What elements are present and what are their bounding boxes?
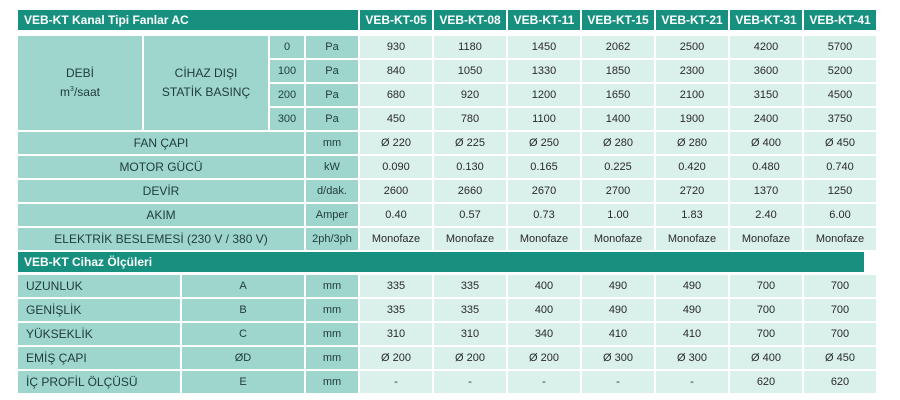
airflow-value: 1900 — [656, 108, 728, 130]
spec-value: 2.40 — [730, 204, 802, 226]
dimension-value: 335 — [360, 275, 432, 297]
model-header: VEB-KT-15 — [582, 10, 654, 30]
spec-value: 2600 — [360, 180, 432, 202]
spec-value: 0.740 — [804, 156, 876, 178]
spec-value: 2720 — [656, 180, 728, 202]
pressure-value: 0 — [270, 36, 304, 58]
dimension-value: 310 — [360, 323, 432, 345]
model-header: VEB-KT-08 — [434, 10, 506, 30]
spec-value: 0.73 — [508, 204, 580, 226]
dimension-value: 335 — [434, 299, 506, 321]
dimension-code: A — [182, 275, 304, 297]
airflow-value: 2500 — [656, 36, 728, 58]
pressure-value: 100 — [270, 60, 304, 82]
dimension-value: 490 — [582, 299, 654, 321]
dimension-value: 620 — [804, 371, 876, 393]
static-pressure-label-line1: CİHAZ DIŞI — [174, 66, 238, 80]
dimension-label: GENİŞLİK — [18, 299, 180, 321]
pressure-unit: Pa — [306, 36, 358, 58]
spec-value: 0.57 — [434, 204, 506, 226]
dimension-value: - — [656, 371, 728, 393]
spec-value: Ø 220 — [360, 132, 432, 154]
dimension-value: 310 — [434, 323, 506, 345]
dimension-value: Ø 200 — [434, 347, 506, 369]
spec-label: MOTOR GÜCÜ — [18, 156, 304, 178]
dimension-value: - — [582, 371, 654, 393]
airflow-value: 840 — [360, 60, 432, 82]
fans-table-title: VEB-KT Kanal Tipi Fanlar AC — [18, 10, 358, 30]
dimension-code: ØD — [182, 347, 304, 369]
dimension-label: EMİŞ ÇAPI — [18, 347, 180, 369]
airflow-value: 3150 — [730, 84, 802, 106]
airflow-value: 450 — [360, 108, 432, 130]
spec-value: Ø 400 — [730, 132, 802, 154]
spec-value: Monofaze — [730, 228, 802, 250]
dimension-value: Ø 300 — [656, 347, 728, 369]
dimension-value: 700 — [804, 323, 876, 345]
airflow-value: 4500 — [804, 84, 876, 106]
spec-unit: d/dak. — [306, 180, 358, 202]
pressure-value: 200 — [270, 84, 304, 106]
spec-value: 6.00 — [804, 204, 876, 226]
airflow-value: 1450 — [508, 36, 580, 58]
dimension-value: 400 — [508, 299, 580, 321]
airflow-value: 5700 — [804, 36, 876, 58]
airflow-value: 2100 — [656, 84, 728, 106]
spec-value: Monofaze — [804, 228, 876, 250]
dimension-value: 335 — [434, 275, 506, 297]
airflow-value: 4200 — [730, 36, 802, 58]
spec-value: Ø 225 — [434, 132, 506, 154]
dimension-value: Ø 400 — [730, 347, 802, 369]
airflow-value: 1650 — [582, 84, 654, 106]
pressure-value: 300 — [270, 108, 304, 130]
airflow-label: DEBİ — [65, 66, 94, 80]
airflow-value: 1100 — [508, 108, 580, 130]
dimension-value: 490 — [656, 299, 728, 321]
airflow-value: 3600 — [730, 60, 802, 82]
airflow-value: 1850 — [582, 60, 654, 82]
airflow-unit — [60, 83, 100, 102]
dimension-value: Ø 450 — [804, 347, 876, 369]
spec-value: 2700 — [582, 180, 654, 202]
spec-value: Ø 280 — [656, 132, 728, 154]
dimension-unit: mm — [306, 347, 358, 369]
airflow-value: 3750 — [804, 108, 876, 130]
dimension-value: 700 — [730, 275, 802, 297]
dimension-value: 700 — [804, 275, 876, 297]
airflow-value: 2300 — [656, 60, 728, 82]
spec-label: ELEKTRİK BESLEMESİ (230 V / 380 V) — [18, 228, 304, 250]
spec-unit: kW — [306, 156, 358, 178]
spec-unit: mm — [306, 132, 358, 154]
spec-value: Ø 280 — [582, 132, 654, 154]
dimension-value: - — [508, 371, 580, 393]
dimension-code: E — [182, 371, 304, 393]
spec-unit: 2ph/3ph — [306, 228, 358, 250]
airflow-label-cell — [18, 36, 142, 130]
spec-value: Monofaze — [434, 228, 506, 250]
pressure-unit: Pa — [306, 108, 358, 130]
airflow-value: 5200 — [804, 60, 876, 82]
dimension-value: 700 — [730, 323, 802, 345]
spec-value: 0.40 — [360, 204, 432, 226]
spec-value: 0.225 — [582, 156, 654, 178]
airflow-value: 1200 — [508, 84, 580, 106]
dimension-unit: mm — [306, 299, 358, 321]
dimension-value: - — [360, 371, 432, 393]
dimension-value: Ø 200 — [360, 347, 432, 369]
dimension-code: B — [182, 299, 304, 321]
dimension-value: 620 — [730, 371, 802, 393]
airflow-unit-exponent: 3 — [70, 86, 74, 93]
airflow-value: 780 — [434, 108, 506, 130]
spec-value: 1.00 — [582, 204, 654, 226]
airflow-value: 680 — [360, 84, 432, 106]
static-pressure-label-cell — [144, 36, 268, 130]
dimension-unit: mm — [306, 371, 358, 393]
spec-value: Monofaze — [582, 228, 654, 250]
airflow-value: 1180 — [434, 36, 506, 58]
pressure-unit: Pa — [306, 60, 358, 82]
dimension-value: 490 — [656, 275, 728, 297]
dimension-value: 700 — [804, 299, 876, 321]
dimension-label: İÇ PROFİL ÖLÇÜSÜ — [18, 371, 180, 393]
spec-label: AKIM — [18, 204, 304, 226]
model-header: VEB-KT-21 — [656, 10, 728, 30]
static-pressure-label-line2: STATİK BASINÇ — [161, 85, 251, 99]
dimension-code: C — [182, 323, 304, 345]
dimension-value: 410 — [656, 323, 728, 345]
dimension-label: UZUNLUK — [18, 275, 180, 297]
airflow-value: 1050 — [434, 60, 506, 82]
dimension-value: 400 — [508, 275, 580, 297]
airflow-value: 930 — [360, 36, 432, 58]
airflow-value: 2062 — [582, 36, 654, 58]
spec-value: 0.420 — [656, 156, 728, 178]
spec-value: 2660 — [434, 180, 506, 202]
spec-value: Monofaze — [360, 228, 432, 250]
pressure-unit: Pa — [306, 84, 358, 106]
spec-value: Monofaze — [508, 228, 580, 250]
spec-value: Monofaze — [656, 228, 728, 250]
spec-value: 1370 — [730, 180, 802, 202]
spec-value: 0.090 — [360, 156, 432, 178]
spec-value: 1250 — [804, 180, 876, 202]
spec-label: FAN ÇAPI — [18, 132, 304, 154]
spec-unit: Amper — [306, 204, 358, 226]
dimension-value: 410 — [582, 323, 654, 345]
dimension-value: 340 — [508, 323, 580, 345]
dimension-unit: mm — [306, 275, 358, 297]
airflow-unit-base: m — [60, 85, 71, 99]
spec-value: 2670 — [508, 180, 580, 202]
spec-value: 0.480 — [730, 156, 802, 178]
dimension-value: 335 — [360, 299, 432, 321]
spec-value: Ø 450 — [804, 132, 876, 154]
airflow-unit-rest: /saat — [73, 85, 100, 99]
dimension-value: Ø 200 — [508, 347, 580, 369]
airflow-value: 920 — [434, 84, 506, 106]
spec-value: 0.165 — [508, 156, 580, 178]
dimension-value: 700 — [730, 299, 802, 321]
dimension-value: - — [434, 371, 506, 393]
dimension-value: 490 — [582, 275, 654, 297]
dimension-label: YÜKSEKLİK — [18, 323, 180, 345]
spec-value: 0.130 — [434, 156, 506, 178]
model-header: VEB-KT-41 — [804, 10, 876, 30]
spec-value: Ø 250 — [508, 132, 580, 154]
airflow-value: 1330 — [508, 60, 580, 82]
airflow-value: 2400 — [730, 108, 802, 130]
dimension-value: Ø 300 — [582, 347, 654, 369]
dimension-unit: mm — [306, 323, 358, 345]
model-header: VEB-KT-11 — [508, 10, 580, 30]
airflow-value: 1400 — [582, 108, 654, 130]
spec-label: DEVİR — [18, 180, 304, 202]
dimensions-table-title: VEB-KT Cihaz Ölçüleri — [18, 252, 864, 272]
model-header: VEB-KT-05 — [360, 10, 432, 30]
model-header: VEB-KT-31 — [730, 10, 802, 30]
spec-value: 1.83 — [656, 204, 728, 226]
